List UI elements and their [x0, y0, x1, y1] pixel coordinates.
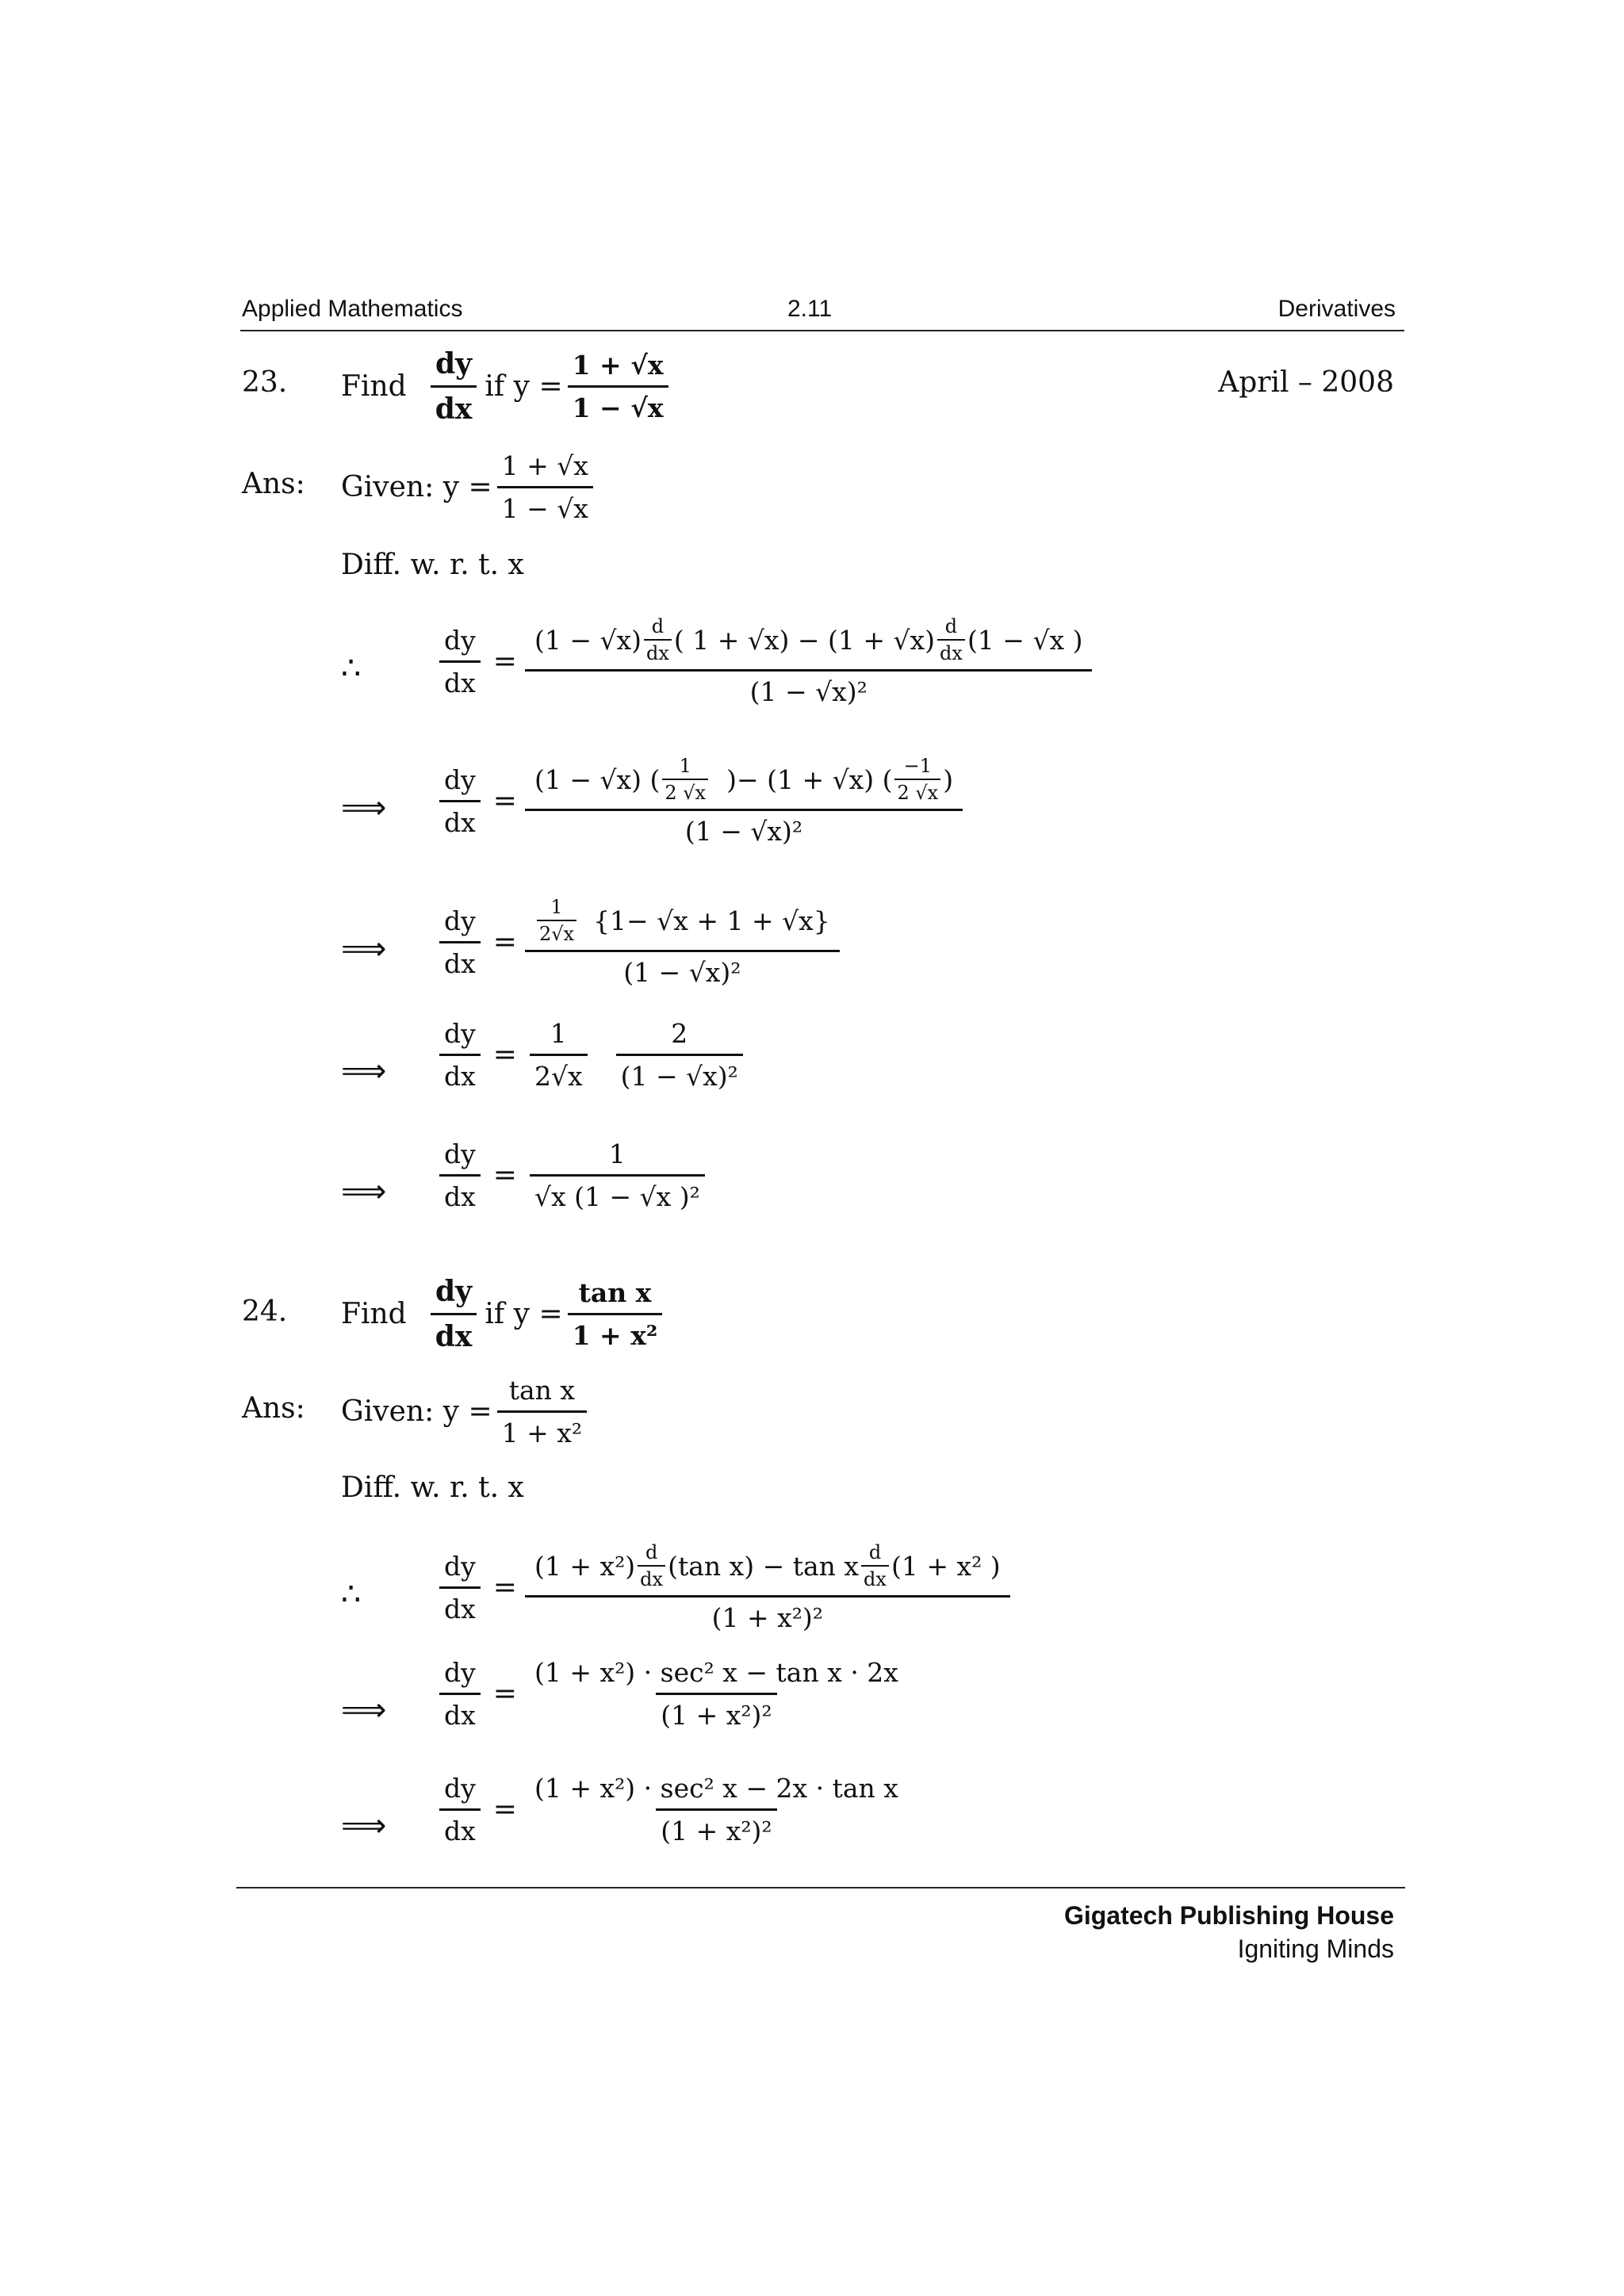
q24-diff: Diff. w. r. t. x: [341, 1471, 524, 1504]
implies-symbol: ⟹: [341, 931, 387, 967]
q23-question: [341, 347, 673, 426]
q23-given-den: 1 − √x: [497, 486, 593, 524]
therefore-symbol: ∴: [341, 650, 362, 687]
q24-number: 24.: [242, 1295, 288, 1328]
q23-step-3-rhs: $\frac{1}{2√x}$ {1− √x + 1 + √x} (1 − √x)²: [530, 896, 835, 988]
footer-publisher: Gigatech Publishing House: [1063, 1901, 1394, 1930]
q23-step-3: $\frac{dy}{dx}$ = $\frac{1}{2√x}$ {1− √x + 1 + √x} (1 − √x)²: [435, 896, 840, 988]
implies-symbol: ⟹: [341, 790, 387, 826]
q23-step-4: $\frac{dy}{dx}$ = $\frac{1}{2√x}$ $\frac{2}{\text{(1 − √x)²}}$: [435, 1018, 748, 1092]
q23-find: Find: [341, 370, 407, 403]
q24-step-2: $\frac{dy}{dx}$ = $\frac{\text{(1 + x²) · sec² x − tan x · 2x}}{\text{(1 + x²)²}}$: [435, 1657, 908, 1731]
q24-step-3: $\frac{dy}{dx}$ = $\frac{\text{(1 + x²) · sec² x − 2x · tan x}}{\text{(1 + x²)²}}$: [435, 1773, 908, 1846]
q24-find: Find: [341, 1298, 407, 1330]
q23-step-1-rhs: (1 − √x) $\frac{d}{dx}$ ( 1 + √x) − (1 + √x) $\frac{d}{dx}$ (1 − √x ) (1 − √x)²: [530, 615, 1088, 707]
implies-symbol: ⟹: [341, 1692, 387, 1728]
q23-given-fraction: [497, 450, 593, 524]
q23-step-1: [435, 615, 1092, 707]
q24-step-1: $\frac{dy}{dx}$ = (1 + x²) $\frac{d}{dx}$ (tan x) − tan x $\frac{d}{dx}$ (1 + x² ) (1 + x²)²: [435, 1541, 1010, 1633]
header-subject: Applied Mathematics: [242, 296, 463, 322]
q24-ans-label: Ans:: [242, 1392, 305, 1425]
implies-symbol: ⟹: [341, 1053, 387, 1089]
q24-question: Find $\frac{dy}{dx}$ if y = $\frac{\text{tan x}}{\text{1 + x²}}$: [341, 1275, 667, 1353]
q23-step-2-rhs: (1 − √x) ( $\frac{1}{2 √x}$ )− (1 + √x) ( $\frac{-1}{2 √x}$ ) (1 − √x)²: [530, 755, 958, 847]
q23-dy: dy: [435, 347, 473, 381]
q23-step-2: $\frac{dy}{dx}$ = (1 − √x) ( $\frac{1}{2 √x}$ )− (1 + √x) ( $\frac{-1}{2 √x}$ ) (1 − √x)²: [435, 755, 963, 847]
equals-sign: =: [492, 645, 517, 678]
footer-tagline: Igniting Minds: [1237, 1934, 1394, 1963]
q23-diff: Diff. w. r. t. x: [341, 549, 524, 581]
q23-ans-label: Ans:: [242, 468, 305, 500]
q23-if-y: if y =: [485, 370, 563, 403]
q23-function-den: 1 − √x: [568, 385, 668, 423]
footer-rule: [236, 1887, 1405, 1888]
implies-symbol: ⟹: [341, 1808, 387, 1844]
q23-function-num: 1 + √x: [572, 350, 664, 381]
q23-step-5: $\frac{dy}{dx}$ = $\frac{1}{\text{√x (1 − √x )²}}$: [435, 1138, 710, 1212]
q23-given: [341, 450, 598, 524]
q23-dx: dx: [431, 385, 477, 426]
therefore-symbol: ∴: [341, 1576, 362, 1613]
q23-given-num: 1 + √x: [501, 450, 588, 481]
q23-date: April – 2008: [1218, 366, 1394, 399]
header-page-number: 2.11: [787, 296, 833, 322]
header-rule: [240, 330, 1404, 331]
implies-symbol: ⟹: [341, 1173, 387, 1210]
q24-given: Given: y = $\frac{\text{tan x}}{\text{1 + x²}}$: [341, 1375, 592, 1448]
q24-step-1-rhs: (1 + x²) $\frac{d}{dx}$ (tan x) − tan x $\frac{d}{dx}$ (1 + x² ) (1 + x²)²: [530, 1541, 1005, 1633]
q23-function: [568, 350, 668, 423]
dy-dx-fraction: $\frac{dy}{dx}$: [439, 625, 481, 698]
q23-derivative: [431, 347, 477, 426]
q23-given-label: Given: y =: [341, 471, 492, 503]
q23-number: 23.: [242, 366, 288, 399]
header-chapter: Derivatives: [1277, 296, 1396, 322]
